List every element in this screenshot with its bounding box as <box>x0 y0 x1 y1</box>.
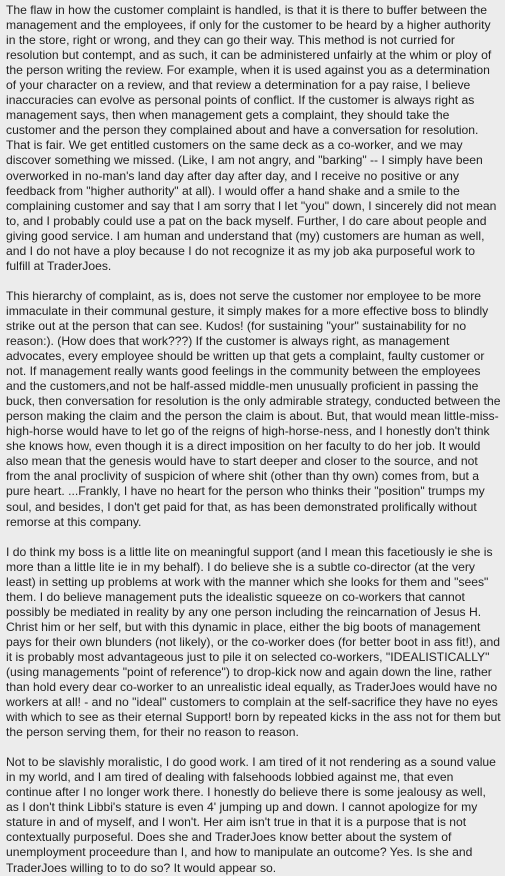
paragraph-4: Not to be slavishly moralistic, I do good work. I am tired of it not rendering as a sound value in my world, and I am tired of dealing with falsehoods lobbied against me, that even continue after I no longer work there. I honestly do believe there is some jealousy as well, as I don't think Libbi's stature is even 4' jumping up and down. I cannot apologize for my stature in and of myself, and I won't. Her aim isn't true in that it is a purpose that is not contextually purposeful. Does she and TraderJoes know better about the system of unemployment proceedure than I, and how to manipulate an outcome? Yes. Is she and TraderJoes willing to to do so? It would appear so. <box>6 755 496 875</box>
paragraph-2: This hierarchy of complaint, as is, does not serve the customer nor employee to be more immaculate in their communal gesture, it simply makes for a more effective boss to blindly strike out at the person that can see. Kudos! (for sustaining "your" sustainability for no reason:). (How does that work???) If the customer is always right, as management advocates, every employee should be written up that gets a complaint, faulty customer or not. If management really wants good feelings in the community between the employees and the customers,and not be half-assed middle-men unusually proficient in passing the buck, then conversation for resolution is the only admirable strategy, conducted between the person making the claim and the person the claim is about. But, that would mean little-miss-high-horse would have to let go of the reigns of high-horse-ness, and I honestly don't think she knows how, even though it is a direct imposition on her faculty to do her job. It would also mean that the genesis would have to start deeper and closer to the source, and not from the anal proclivity of suspicion of where shit (other than thy own) comes from, but a pure heart. ...Frankly, I have no heart for the person who thinks their "position" trumps my soul, and besides, I don't get paid for that, as has been demonstrated prolifically without remorse at this company. <box>6 288 501 529</box>
paragraph-1: The flaw in how the customer complaint is handled, is that it is there to buffer between the management and the employees, if only for the customer to be heard by a higher authority in the store, right or wrong, and they can go their way. This method is not curried for resolution but contempt, and as such, it can be administered unfairly at the whim or ploy of the person writing the review. For example, when it is used against you as a determination of your character on a review, and that review a determination for a pay raise, I believe inaccuracies can evolve as personal points of conflict. If the customer is always right as management says, then when management gets a complaint, they should take the customer and the person they complained about and have a conversation for resolution. That is fair. We get entitled customers on the same deck as a co-worker, and we may discover something we missed. (Like, I am not angry, and "barking" -- I simply have been overworked in no-man's land day after day after day, and I receive no positive or any feedback from "higher authority" at all). I would offer a hand shake and a smile to the complaining customer and say that I am sorry that I let "you" down, I sincerely did not mean to, and I probably could use a pat on the back myself. Further, I do care about people and giving good service. I am human and understand that (my) customers are human as well, and I do not have a ploy because I do not recognize it as my job aka purposeful work to fulfill at TraderJoes. <box>6 3 497 273</box>
paragraph-3: I do think my boss is a little lite on meaningful support (and I mean this facetiously ie she is more than a little lite ie in my behalf). I do believe she is a subtle co-director (at the very least) in setting up problems at work with the manner which she looks for them and "sees" them. I do believe management puts the idealistic squeeze on co-workers that cannot possibly be mediated in reality by any one person including the reincarnation of Jesus H. Christ him or her self, but with this dynamic in place, either the big boots of management pays for their own blunders (not likely), or the co-worker does (for better boot in ass fit!), and it is probably most advantageous just to pile it on selected co-workers, "IDEALISTICALLY" (using managements "point of reference") to drop-kick now and again down the line, rather than hold every dear co-worker to an unrealistic ideal equally, as TraderJoes would have no workers at all! - and no "ideal" customers to complain at the self-sacrifice they have no eyes with which to see as their eternal Support! born by repeated kicks in the ass not for them but the person serving them, for their no reason to reason. <box>6 544 501 740</box>
